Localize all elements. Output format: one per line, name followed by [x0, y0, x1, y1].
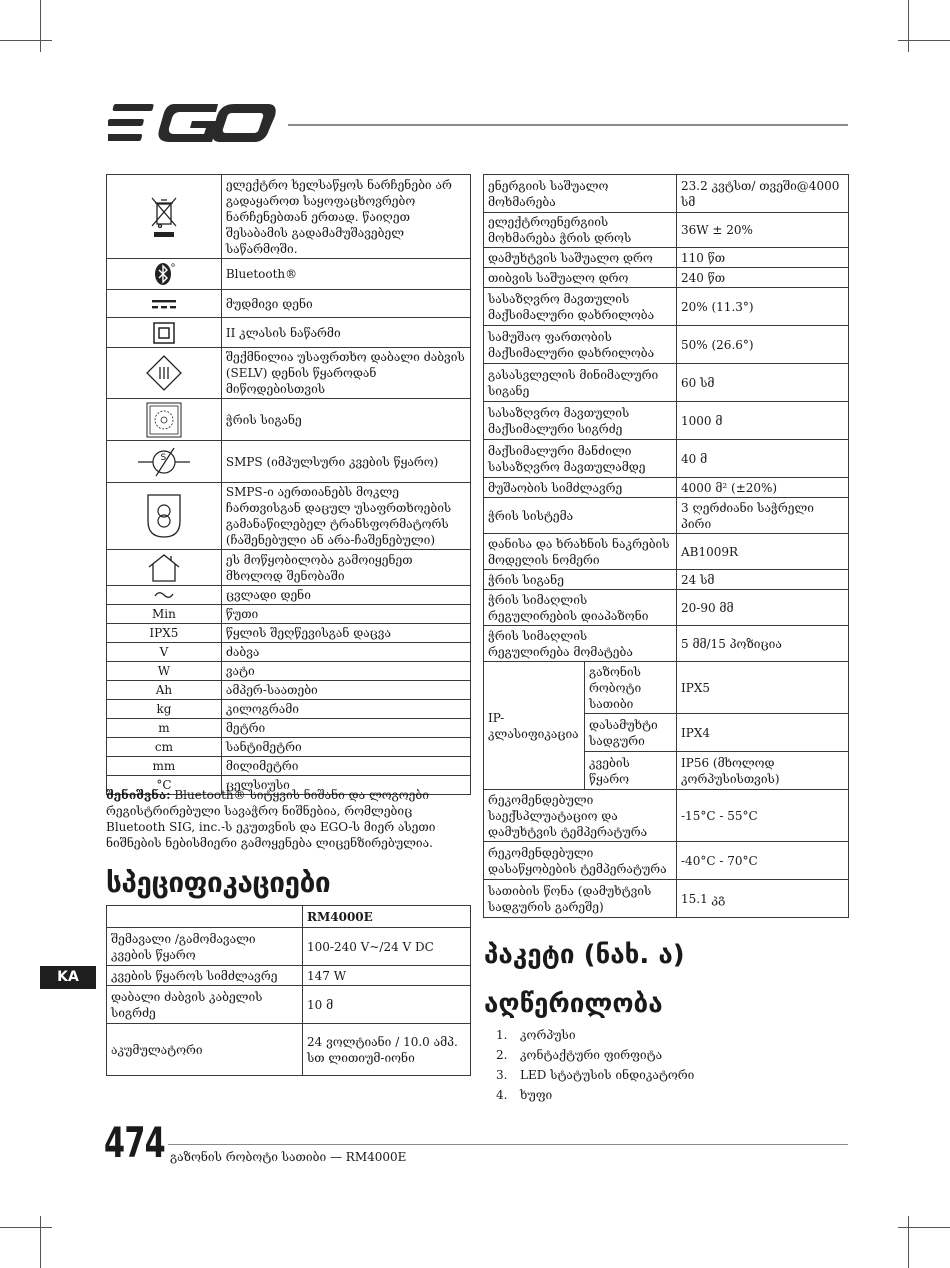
- list-item: [496, 1025, 694, 1045]
- spec-key: დაბალი ძაბვის კაბელის სიგრძე: [107, 986, 303, 1024]
- symbol-description: ცვლადი დენი: [221, 586, 470, 605]
- table-row: [484, 534, 849, 570]
- table-row: [107, 348, 471, 399]
- symbol-label: m: [107, 719, 222, 738]
- footer-rule: [168, 1144, 848, 1145]
- tech-value: 4000 მ² (±20%): [677, 478, 849, 498]
- tech-value: 15.1 კგ: [677, 880, 849, 918]
- table-row: [107, 757, 471, 776]
- table-row: [107, 259, 471, 290]
- symbol-cell: [107, 399, 222, 441]
- safety-transformer-icon: [144, 491, 184, 541]
- spec-key: შემავალი /გამომავალი კვების წყარო: [107, 928, 303, 966]
- crop-mark: [0, 40, 52, 41]
- list-item: [496, 1045, 694, 1065]
- symbol-label: mm: [107, 757, 222, 776]
- table-row: [107, 318, 471, 348]
- table-row: [107, 719, 471, 738]
- ip-class-label: IP-კლასიფიკაცია: [484, 662, 585, 790]
- symbol-cell: [107, 318, 222, 348]
- description-heading: აღწერილობა: [484, 989, 663, 1019]
- spec-key: აკუმულატორი: [107, 1024, 303, 1076]
- symbol-label: Ah: [107, 681, 222, 700]
- table-row: [484, 626, 849, 662]
- symbol-description: შექმნილია უსაფრთხო დაბალი ძაბვის (SELV) დენის წყაროდან მიწოდებისთვის: [221, 348, 470, 399]
- list-text: კორპუსი: [520, 1028, 576, 1042]
- table-row: [107, 605, 471, 624]
- table-row: [107, 483, 471, 550]
- table-row: [107, 681, 471, 700]
- tech-value: 5 მმ/15 პოზიცია: [677, 626, 849, 662]
- tech-key: სამუშაო ფართობის მაქსიმალური დახრილობა: [484, 326, 677, 364]
- tech-key: მუშაობის სიმძლავრე: [484, 478, 677, 498]
- symbol-description: SMPS-ი აერთიანებს მოკლე ჩართვისგან დაცულ უსაფრთხოების გამანაწილებელ ტრანსფორმატორს (ჩაშენებული ან არა-ჩაშენებული): [221, 483, 470, 550]
- table-row: [107, 966, 471, 986]
- table-row: [107, 586, 471, 605]
- language-tab: KA: [40, 966, 96, 989]
- table-row: [484, 326, 849, 364]
- symbol-description: წუთი: [221, 605, 470, 624]
- symbol-cell: [107, 175, 222, 259]
- tech-value: 1000 მ: [677, 402, 849, 440]
- note-label: შენიშვნა:: [106, 788, 171, 802]
- symbol-description: ჭრის სიგანე: [221, 399, 470, 441]
- table-row: [107, 175, 471, 259]
- symbol-cell: [107, 348, 222, 399]
- symbol-cell: [107, 259, 222, 290]
- table-row: [107, 662, 471, 681]
- list-item: [496, 1085, 694, 1105]
- ip-class-value: IP56 (მხოლოდ კორპუსისთვის): [677, 752, 849, 790]
- tech-value: 24 სმ: [677, 570, 849, 590]
- table-row: [484, 498, 849, 534]
- table-row: [484, 662, 849, 714]
- tech-key: სათიბის წონა (დამუხტვის სადგურის გარეშე): [484, 880, 677, 918]
- table-row: [107, 290, 471, 318]
- crop-mark: [898, 40, 950, 41]
- tech-key: სასაზღვრო მავთულის მაქსიმალური დახრილობა: [484, 288, 677, 326]
- list-number: 3.: [496, 1068, 508, 1082]
- ip-class-value: IPX4: [677, 714, 849, 752]
- selv-icon: [144, 353, 184, 393]
- table-row: [484, 590, 849, 626]
- list-number: 4.: [496, 1088, 508, 1102]
- table-row: [484, 570, 849, 590]
- alternating-current-icon: [154, 590, 174, 600]
- tech-value: 50% (26.6°): [677, 326, 849, 364]
- spec-value: 10 მ: [303, 986, 471, 1024]
- list-number: 2.: [496, 1048, 508, 1062]
- crop-mark: [908, 0, 909, 52]
- symbol-description: ვატი: [221, 662, 470, 681]
- table-row: [484, 842, 849, 880]
- tech-key: რეკომენდებული საექსპლუატაციო და დამუხტვის ტემპერატურა: [484, 790, 677, 842]
- ego-logo: [108, 104, 276, 142]
- tech-value: 20% (11.3°): [677, 288, 849, 326]
- ip-class-key: გაზონის რობოტი სათიბი: [585, 662, 677, 714]
- bluetooth-icon: [153, 262, 175, 286]
- crop-mark: [898, 1227, 950, 1228]
- tech-key: ელექტროენერგიის მოხმარება ჭრის დროს: [484, 213, 677, 248]
- spec-value: 147 W: [303, 966, 471, 986]
- package-heading: პაკეტი (ნახ. ა): [484, 940, 685, 970]
- symbol-description: ცელსიუსი: [221, 776, 470, 795]
- table-row: [107, 986, 471, 1024]
- symbol-label: °C: [107, 776, 222, 795]
- tech-key: მაქსიმალური მანძილი სასაზღვრო მავთულამდე: [484, 440, 677, 478]
- table-row: [484, 268, 849, 288]
- tech-value: AB1009R: [677, 534, 849, 570]
- spec-value: 24 ვოლტიანი / 10.0 ამპ. სთ ლითიუმ-იონი: [303, 1024, 471, 1076]
- tech-value: -15°C - 55°C: [677, 790, 849, 842]
- symbol-label: IPX5: [107, 624, 222, 643]
- table-row: [107, 441, 471, 483]
- tech-value: 40 მ: [677, 440, 849, 478]
- table-row: [107, 1024, 471, 1076]
- table-row: [107, 624, 471, 643]
- table-row: [107, 700, 471, 719]
- list-text: კონტაქტური ფირფიტა: [520, 1048, 663, 1062]
- table-row: [484, 790, 849, 842]
- symbol-description: მილიმეტრი: [221, 757, 470, 776]
- tech-key: რეკომენდებული დასაწყობების ტემპერატურა: [484, 842, 677, 880]
- page-number: 474: [104, 1118, 165, 1167]
- symbol-description: მუდმივი დენი: [221, 290, 470, 318]
- header-rule: [288, 124, 848, 126]
- symbol-description: Bluetooth®: [221, 259, 470, 290]
- bluetooth-note: [106, 787, 471, 851]
- symbol-description: სანტიმეტრი: [221, 738, 470, 757]
- crop-mark: [908, 1216, 909, 1268]
- note-text: Bluetooth® სიტყვის ნიშანი და ლოგოები რეგისტრირებული სავაჭრო ნიშნებია, რომლებიც Bluetooth SIG, inc.-ს ეკუთვნის და EGO-ს მიერ ასეთი ნიშნების ნებისმიერი გამოყენება ლიცენზირებულია.: [106, 788, 436, 850]
- crop-mark: [0, 1227, 52, 1228]
- tech-value: 20-90 მმ: [677, 590, 849, 626]
- table-row: [107, 643, 471, 662]
- crossed-out-bin-icon: [149, 194, 179, 240]
- symbol-cell: [107, 586, 222, 605]
- table-row: [107, 399, 471, 441]
- table-row: [107, 550, 471, 586]
- symbol-description: SMPS (იმპულსური კვების წყარო): [221, 441, 470, 483]
- ip-class-key: კვების წყარო: [585, 752, 677, 790]
- table-row: [484, 402, 849, 440]
- ip-class-value: IPX5: [677, 662, 849, 714]
- symbol-cell: [107, 290, 222, 318]
- tech-key: ჭრის სიგანე: [484, 570, 677, 590]
- table-row: [484, 364, 849, 402]
- spec-key: [107, 906, 303, 928]
- indoor-use-icon: [147, 553, 181, 583]
- tech-value: 60 სმ: [677, 364, 849, 402]
- table-row: [484, 175, 849, 213]
- symbol-label: cm: [107, 738, 222, 757]
- tech-key: დამუხტვის საშუალო დრო: [484, 248, 677, 268]
- tech-value: 240 წთ: [677, 268, 849, 288]
- symbol-description: II კლასის ნაწარმი: [221, 318, 470, 348]
- table-row: [484, 440, 849, 478]
- tech-key: ჭრის სიმაღლის რეგულირება მომატება: [484, 626, 677, 662]
- list-item: [496, 1065, 694, 1085]
- table-row: [107, 738, 471, 757]
- symbol-cell: [107, 550, 222, 586]
- spec-key: კვების წყაროს სიმძლავრე: [107, 966, 303, 986]
- svg-text:S: S: [160, 452, 167, 463]
- tech-key: ჭრის სისტემა: [484, 498, 677, 534]
- crop-mark: [40, 0, 41, 52]
- crop-mark: [40, 1216, 41, 1268]
- class-ii-icon: [153, 322, 175, 344]
- list-text: ხუფი: [520, 1088, 553, 1102]
- table-row: [484, 478, 849, 498]
- symbol-label: V: [107, 643, 222, 662]
- description-list: [496, 1025, 694, 1105]
- list-number: 1.: [496, 1028, 508, 1042]
- tech-key: გასასვლელის მინიმალური სიგანე: [484, 364, 677, 402]
- table-row: [484, 880, 849, 918]
- tech-value: -40°C - 70°C: [677, 842, 849, 880]
- table-row: [484, 288, 849, 326]
- table-row: [107, 928, 471, 966]
- tech-value: 36W ± 20%: [677, 213, 849, 248]
- smps-icon: [136, 444, 192, 480]
- tech-key: ჭრის სიმაღლის რეგულირების დიაპაზონი: [484, 590, 677, 626]
- spec-model: RM4000E: [303, 906, 471, 928]
- cutting-height-icon: [146, 402, 182, 438]
- symbol-description: ელექტრო ხელსაწყოს ნარჩენები არ გადაყაროთ საყოფაცხოვრებო ნარჩენებთან ერთად. წაიღეთ შესაბამის გადამამუშავებელ საწარმოში.: [221, 175, 470, 259]
- table-row: [107, 906, 471, 928]
- symbol-description: ძაბვა: [221, 643, 470, 662]
- tech-value: 3 ღერძიანი საჭრელი პირი: [677, 498, 849, 534]
- symbol-description: კილოგრამი: [221, 700, 470, 719]
- symbols-table: [106, 174, 471, 795]
- specifications-heading: სპეციფიკაციები: [106, 866, 331, 899]
- table-row: [484, 213, 849, 248]
- symbol-description: მეტრი: [221, 719, 470, 738]
- tech-key: სასაზღვრო მავთულის მაქსიმალური სიგრძე: [484, 402, 677, 440]
- direct-current-icon: [151, 298, 177, 310]
- symbol-label: kg: [107, 700, 222, 719]
- symbol-cell: [107, 441, 222, 483]
- tech-key: დანისა და ხრახნის ნაკრების მოდელის ნომერი: [484, 534, 677, 570]
- technical-data-body: [484, 175, 849, 918]
- list-text: LED სტატუსის ინდიკატორი: [520, 1068, 695, 1082]
- tech-key: თიბვის საშუალო დრო: [484, 268, 677, 288]
- symbol-label: W: [107, 662, 222, 681]
- symbol-description: ამპერ-საათები: [221, 681, 470, 700]
- ip-class-key: დასამუხტი სადგური: [585, 714, 677, 752]
- symbol-description: წყლის შეღწევისგან დაცვა: [221, 624, 470, 643]
- table-row: [484, 248, 849, 268]
- symbol-description: ეს მოწყობილობა გამოიყენეთ მხოლოდ შენობაში: [221, 550, 470, 586]
- tech-value: 23.2 კვტსთ/ თვეში@4000 სმ: [677, 175, 849, 213]
- symbol-cell: [107, 483, 222, 550]
- footer-title: გაზონის რობოტი სათიბი — RM4000E: [170, 1150, 407, 1164]
- technical-data-table: [483, 174, 849, 918]
- symbol-label: Min: [107, 605, 222, 624]
- specifications-table: [106, 905, 471, 1076]
- ego-logo-graphic: [108, 104, 276, 142]
- tech-value: 110 წთ: [677, 248, 849, 268]
- tech-key: ენერგიის საშუალო მოხმარება: [484, 175, 677, 213]
- spec-value: 100-240 V~/24 V DC: [303, 928, 471, 966]
